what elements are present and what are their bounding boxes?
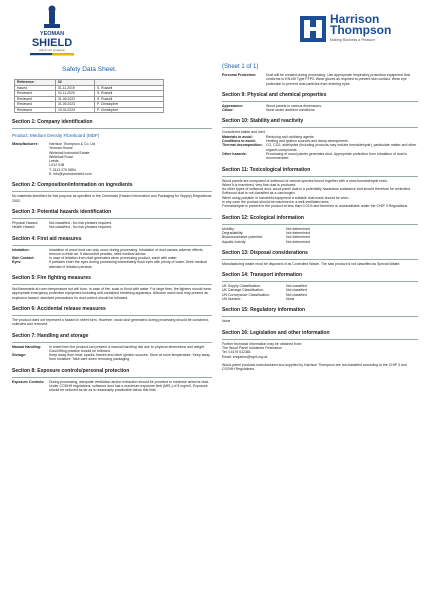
kv-value: If particles enter the eyes during processing immediately flush eyes with plenty of water. Seek medical attention if irritation persists. bbox=[49, 260, 207, 269]
divider bbox=[12, 191, 212, 192]
section-11-line: When it is machined, very fine dust is produced. bbox=[222, 182, 297, 187]
document-title: Safety Data Sheet. bbox=[62, 66, 117, 73]
kv-value: Not classified bbox=[286, 284, 307, 289]
kv-row bbox=[222, 152, 418, 161]
kv-label: Odour: bbox=[222, 108, 234, 113]
section-13-title: Section 13: Disposal considerations bbox=[222, 249, 308, 256]
table-cell: 31.05.2023 bbox=[56, 102, 95, 108]
section-11-line: Formaldehyde is present in the product at less than 0.01% and therefore is unclassifiable under the CHIP 3 Regulations. bbox=[222, 204, 409, 209]
kv-label: Thermal decomposition: bbox=[222, 143, 263, 148]
table-cell: 02.11.2020 bbox=[56, 91, 95, 97]
section-15-text: None bbox=[222, 319, 231, 324]
divider bbox=[12, 315, 212, 316]
table-cell: Reviewed bbox=[15, 96, 56, 102]
kv-label: Eyes: bbox=[12, 260, 22, 265]
kv-value: Keep away from heat, sparks, flames and other ignition sources. Store at room temperature. Keep away from moisture. Take care when removing packaging. bbox=[49, 353, 210, 362]
address-line: Whitehall Road bbox=[49, 154, 73, 159]
kv-label: Materials to avoid: bbox=[222, 134, 253, 139]
kv-row bbox=[12, 225, 212, 229]
manufacturer-label: Manufacturer: bbox=[12, 141, 39, 146]
kv-label: Appearance: bbox=[222, 103, 244, 108]
product-name: Product: Medium Density Fibreboard (MDF) bbox=[12, 133, 100, 138]
section-8-title: Section 8: Exposure controls/personal protection bbox=[12, 367, 130, 374]
table-row bbox=[15, 107, 164, 113]
section-1-title: Section 1: Company identification bbox=[12, 119, 93, 125]
divider bbox=[12, 218, 212, 219]
ht-logo-tagline: Making Business a Pleasure bbox=[330, 38, 376, 42]
kv-label: UK Carriage Classification: bbox=[222, 288, 264, 293]
section-11-line: In any case the product should be machined in a well-ventilated area. bbox=[222, 200, 330, 205]
sheet-indicator: (Sheet 1 of 1) bbox=[222, 64, 259, 70]
divider bbox=[12, 377, 212, 378]
manufacturer-address bbox=[49, 142, 212, 176]
kv-row bbox=[12, 248, 212, 257]
kv-row bbox=[222, 297, 418, 301]
kv-label: Skin Contact: bbox=[12, 256, 35, 261]
section-11-line: Softwood dust is not classified as a carcinogen. bbox=[222, 191, 296, 196]
divider bbox=[222, 176, 418, 177]
revision-table bbox=[14, 79, 164, 113]
kv-value: During processing, adequate ventilation and/or extraction should be provided to minimise airborne dust. Under COSHH regulations, softwood dust has a maximum exposure limit (MEL) of 5 mg/m3. Exposure should be reduced as far as is reasonably practicable below this limit. bbox=[49, 379, 210, 393]
kv-row bbox=[222, 73, 418, 86]
yeoman-logo-sub: SHIELD bbox=[31, 37, 73, 49]
ht-logo-line1: Harrison bbox=[330, 12, 380, 26]
kv-value: Dust will be created during processing. Use appropriate respiratory protection equipment that conforms to EN149 Type FFP3. Wear gloves as required to prevent skin contact. Wear eye protection to prevent dust particles from entering eyes. bbox=[266, 73, 410, 86]
section-15-title: Section 15: Regulatory information bbox=[222, 307, 306, 314]
kv-label: Physical Hazard: bbox=[12, 220, 39, 225]
address-line: Whitehall Industrial Estate bbox=[49, 150, 90, 155]
table-cell: 19.04.2024 bbox=[56, 107, 95, 113]
section-4-title: Section 4: First aid measures bbox=[12, 235, 82, 242]
kv-row bbox=[222, 143, 418, 152]
kv-row bbox=[12, 353, 212, 362]
address-line: Harrison Thompson & Co. Ltd bbox=[49, 142, 96, 146]
section-6-title: Section 6: Accidental release measures bbox=[12, 305, 106, 312]
section-14-title: Section 14: Transport information bbox=[222, 272, 303, 279]
divider bbox=[222, 101, 418, 102]
kv-value: Not determined bbox=[286, 239, 310, 244]
kv-value: Not determined bbox=[286, 226, 310, 231]
section-7-title: Section 7: Handling and storage bbox=[12, 332, 89, 339]
kv-value: Processing of wood panels generates dust. Appropriate protection from inhalation of dust is recommended. bbox=[266, 151, 408, 161]
kv-label: Manual Handling: bbox=[12, 344, 42, 349]
kv-value: None under ambient conditions. bbox=[266, 108, 316, 113]
table-cell: 31.05.2022 bbox=[56, 96, 95, 102]
ht-logo-line2: Thompson bbox=[330, 23, 392, 37]
divider bbox=[12, 342, 212, 343]
kv-label: UN Conveyance Classification: bbox=[222, 292, 271, 297]
section-2-text: No materials identified for this purpose as specified in the Chemicals (Hazard Information and Packaging for Supply) Regulations 2002. bbox=[12, 194, 212, 203]
kv-value: Not classified bbox=[286, 292, 307, 297]
divider bbox=[222, 339, 418, 340]
divider bbox=[222, 316, 418, 317]
section-16-line: Further technical information may be obtained from: bbox=[222, 341, 303, 346]
kv-row bbox=[12, 380, 212, 393]
kv-value: Inhalation of wood dust can only occur during processing. Inhalation of dust causes adverse effects, remove to fresh air. If discomfort persists, seek medical advice. bbox=[49, 247, 204, 256]
manufacturer-block bbox=[12, 142, 212, 176]
kv-value: Not determined bbox=[286, 230, 310, 235]
divider bbox=[12, 284, 212, 285]
kv-row bbox=[12, 260, 212, 269]
kv-label: Other hazards: bbox=[222, 151, 247, 156]
section-16-line: Email: enquiries@wpif.org.uk bbox=[222, 354, 268, 359]
kv-value: Not classified bbox=[286, 288, 307, 293]
kv-value: Not classified - No risk phrases required. bbox=[49, 225, 113, 230]
kv-value: None bbox=[286, 297, 295, 302]
divider bbox=[222, 224, 418, 225]
kv-value: Wood panels in various dimensions. bbox=[266, 103, 322, 108]
address-line: E: info@yeomanshield.com bbox=[49, 172, 92, 177]
kv-label: Degradability: bbox=[222, 230, 244, 235]
table-cell: P. Christopher bbox=[95, 102, 164, 108]
kv-value: CO, CO2, aldehydes (including products may include formaldehyde), particulate matter and other organic compounds. bbox=[266, 143, 417, 152]
kv-value: Not classified - No risk phrases required. bbox=[49, 220, 113, 225]
section-16-line: The Wood Panel Industries Federation bbox=[222, 345, 282, 350]
table-header-cell: Reference: bbox=[15, 80, 56, 86]
table-cell: Reviewed bbox=[15, 91, 56, 97]
address-line: Yeoman House bbox=[49, 146, 73, 151]
kv-label: Exposure Controls: bbox=[12, 379, 45, 384]
right-column bbox=[222, 0, 418, 371]
section-3-title: Section 3: Potential hazards identification bbox=[12, 208, 112, 215]
left-column bbox=[12, 0, 212, 393]
kv-label: Health Hazard: bbox=[12, 225, 36, 230]
section-11-line: Wood panels are composed of softwood of various species bound together with a urea-formaldehyde resin. bbox=[222, 178, 388, 183]
section-16-line: Wood-panel products manufactured and supplied by Harrison Thompson are not classified according to the CHIP 3 and COSHH Regulations. bbox=[222, 362, 407, 372]
address-line: Leeds bbox=[49, 159, 59, 164]
kv-label: Bioaccumulative potential: bbox=[222, 235, 263, 240]
section-9-title: Section 9: Physical and chemical properties bbox=[222, 91, 327, 98]
kv-value: In sheet form the product can present a manual handling risk due to physical dimensions and weight. Good lifting practice should be followed. bbox=[49, 344, 206, 353]
kv-value: Heating and ignition sources and damp atmospheres. bbox=[266, 139, 349, 144]
table-cell: S. Russell bbox=[95, 96, 164, 102]
table-cell: Reviewed bbox=[15, 107, 56, 113]
kv-label: Storage: bbox=[12, 353, 27, 358]
divider bbox=[12, 245, 212, 246]
section-10-intro: Considered stable and inert. bbox=[222, 130, 266, 135]
kv-label: Mobility: bbox=[222, 226, 235, 231]
section-10-title: Section 10: Stability and reactivity bbox=[222, 118, 304, 125]
divider bbox=[222, 127, 418, 128]
section-2-title: Section 2: Composition/information on ingredients bbox=[12, 182, 133, 189]
section-11-line: When using portable or handheld equipment a suitable dust mask should be worn. bbox=[222, 195, 350, 200]
section-5-title: Section 5: Fire fighting measures bbox=[12, 275, 91, 282]
kv-label: Conditions to avoid: bbox=[222, 139, 256, 144]
divider bbox=[222, 281, 418, 282]
kv-label: UK Supply Classification: bbox=[222, 284, 262, 289]
section-5-text: Not flammable at room temperature but will burn. In case of fire, soak or flood with water. For large fires, fire fighters should wear appropriate emergency protective equipment including self-contained breathing apparatus. Airborne wood dust may present an explosion hazard; standard precautions for dust control should be followed. bbox=[12, 287, 212, 300]
section-16-line: Tel: 01476 512381 bbox=[222, 350, 251, 355]
section-13-text: Manufacturing waste must be disposed of as Controlled Waste. The saw product is not classified as Special Waste. bbox=[222, 261, 401, 266]
table-cell: S. Russell bbox=[95, 85, 164, 91]
divider bbox=[12, 128, 212, 129]
section-6-text: The product does not represent a hazard in sheet form. However, wood dust generated during processing should be contained, collected and removed. bbox=[12, 317, 209, 327]
table-cell: Reviewed bbox=[15, 102, 56, 108]
kv-row bbox=[12, 345, 212, 354]
kv-row bbox=[222, 108, 418, 112]
kv-value: Reducing and oxidising agents. bbox=[266, 134, 315, 139]
yeoman-logo-name: YEOMAN bbox=[39, 31, 65, 37]
table-cell: Issued bbox=[15, 85, 56, 91]
table-cell: 01.11.2019 bbox=[56, 85, 95, 91]
kv-label: Aquatic toxicity: bbox=[222, 239, 247, 244]
kv-label: Inhalation: bbox=[12, 247, 30, 252]
kv-row bbox=[222, 240, 418, 244]
section-12-title: Section 12: Ecological information bbox=[222, 214, 304, 221]
kv-value: Not determined bbox=[286, 235, 310, 240]
section-16-title: Section 16: Legislation and other information bbox=[222, 329, 330, 336]
address-line: T: 0113 279 5854 bbox=[49, 167, 76, 172]
kv-label: Personal Protection: bbox=[222, 73, 257, 77]
table-cell: P. Christopher bbox=[95, 107, 164, 113]
section-11-title: Section 11: Toxicological information bbox=[222, 166, 311, 173]
table-cell: S. Russell bbox=[95, 91, 164, 97]
table-header-cell: 02 bbox=[56, 80, 95, 86]
kv-label: UN Number: bbox=[222, 297, 242, 302]
address-line: LS12 5JB bbox=[49, 163, 65, 168]
kv-value: In case of irritation from dust generated when processing product, wash with water. bbox=[49, 256, 178, 261]
yeoman-logo-tag: wall & roof protection bbox=[38, 48, 66, 52]
section-11-line: As other types of softwood dust, wood-panel dust is a potentially hazardous substance and should therefore be controlled. bbox=[222, 187, 411, 192]
divider bbox=[222, 259, 418, 260]
